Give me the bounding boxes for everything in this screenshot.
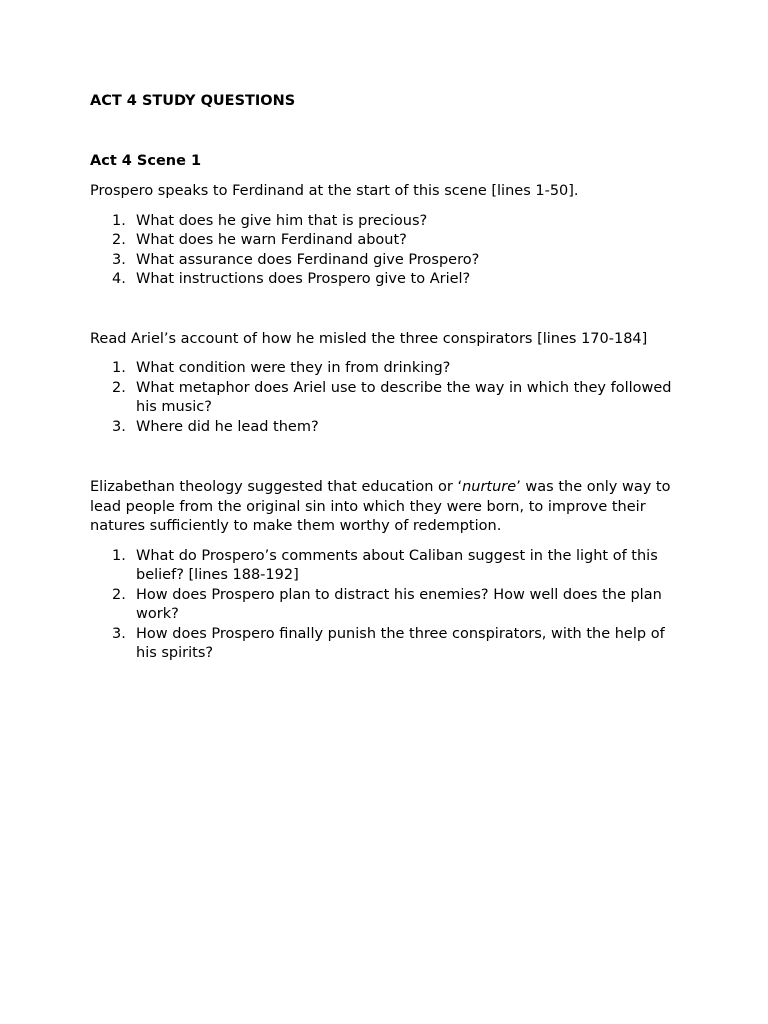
question-item [90, 270, 680, 290]
question-text: Where did he lead them? [136, 418, 319, 435]
question-item [90, 231, 680, 251]
section-3-intro-emphasis: nurture [462, 479, 517, 495]
question-number: 4. [112, 271, 126, 287]
question-text: What does he give him that is precious? [136, 212, 428, 229]
question-item [90, 547, 680, 586]
question-number: 1. [112, 212, 126, 229]
scene-heading: Act 4 Scene 1 [90, 153, 202, 169]
document-title: ACT 4 STUDY QUESTIONS [90, 93, 296, 109]
question-item [90, 251, 680, 271]
question-number: 3. [112, 418, 126, 435]
question-item [90, 379, 680, 418]
question-number: 2. [112, 379, 126, 396]
question-text: What instructions does Prospero give to Ariel? [136, 271, 471, 287]
question-item [90, 625, 680, 664]
question-item [90, 212, 680, 232]
document-page [90, 92, 680, 664]
question-item [90, 359, 680, 379]
question-text: What condition were they in from drinking? [136, 360, 451, 376]
question-item [90, 418, 680, 438]
section-1-intro: Prospero speaks to Ferdinand at the start of this scene [lines 1-50]. [90, 183, 579, 199]
question-text: What do Prospero’s comments about Caliban suggest in the light of this belief? [lines 188-192] [136, 547, 658, 583]
section-2-questions [90, 359, 680, 437]
section-3-intro-before: Elizabethan theology suggested that education or ‘ [90, 479, 463, 495]
section-1-questions [90, 212, 680, 290]
question-number: 3. [112, 251, 126, 268]
question-number: 2. [112, 586, 126, 603]
question-number: 1. [112, 360, 126, 376]
question-number: 2. [112, 232, 126, 248]
section-3-intro-after: ’ was the only way to lead people from the original sin into which they were born, to improve their natures sufficiently to make them worthy of redemption. [90, 479, 671, 534]
question-text: How does Prospero finally punish the three conspirators, with the help of his spirits? [136, 625, 665, 661]
question-text: What assurance does Ferdinand give Prospero? [136, 251, 480, 268]
question-text: What metaphor does Ariel use to describe the way in which they followed his music? [136, 379, 672, 415]
question-number: 1. [112, 547, 126, 564]
question-number: 3. [112, 625, 126, 642]
question-text: How does Prospero plan to distract his enemies? How well does the plan work? [136, 586, 662, 622]
question-text: What does he warn Ferdinand about? [136, 232, 407, 248]
question-item [90, 586, 680, 625]
section-2-intro: Read Ariel’s account of how he misled the three conspirators [lines 170-184] [90, 330, 648, 347]
section-3-intro [90, 478, 680, 537]
section-3-questions [90, 547, 680, 664]
